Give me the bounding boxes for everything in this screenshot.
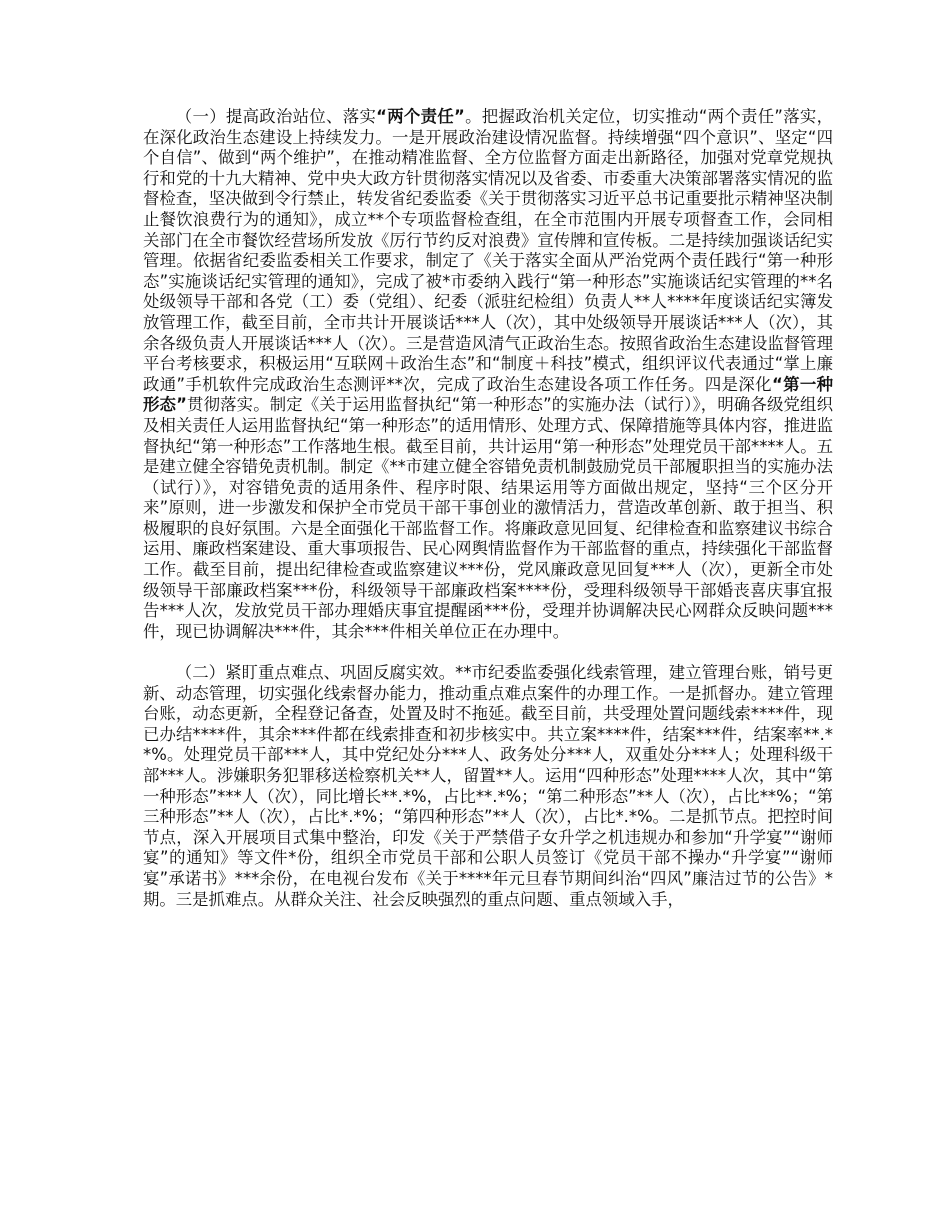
paragraph-section-1 [143, 107, 833, 642]
text-run: （一）提高政治站位、落实 [175, 107, 377, 126]
text-run-bold: “第一种形态” [143, 374, 833, 415]
text-run: 贯彻落实。制定《关于运用监督执纪“第一种形态”的实施办法（试行）》，明确各级党组织及相关责任人运用监督执纪“第一种形态”的适用情形、处理方式、保障措施等具体内容，推进监督执纪“第一种形态”工作落地生根。截至目前，共计运用“第一种形态”处理党员干部****人。五是建立健全容错免责机制。制定《**市建立健全容错免责机制鼓励党员干部履职担当的实施办法（试行）》，对容错免责的适用条件、程序时限、结果运用等方面做出规定，坚持“三个区分开来”原则，进一步激发和保护全市党员干部干事创业的激情活力，营造改革创新、敢于担当、积极履职的良好氛围。六是全面强化干部监督工作。将廉政意见回复、纪律检查和监察建议书综合运用、廉政档案建设、重大事项报告、民心网舆情监督作为干部监督的重点，持续强化干部监督工作。截至目前，提出纪律检查或监察建议***份，党风廉政意见回复***人（次），更新全市处级领导干部廉政档案***份，科级领导干部廉政档案****份，受理科级领导干部婚丧喜庆事宜报告***人次，发放党员干部办理婚庆事宜提醒函***份，受理并协调解决民心网群众反映问题***件，现已协调解决***件，其余***件相关单位正在办理中。 [143, 395, 833, 641]
document-body [143, 107, 833, 910]
text-run: 。把握政治机关定位，切实推动“两个责任”落实，在深化政治生态建设上持续发力。一是开展政治建设情况监督。持续增强“四个意识”、坚定“四个自信”、做到“两个维护”，在推动精准监督、全方位监督方面走出新路径，加强对党章党规执行和党的十九大精神、党中央大政方针贯彻落实情况以及省委、市委重大决策部署落实情况的监督检查，坚决做到令行禁止，转发省纪委监委《关于贯彻落实习近平总书记重要批示精神坚决制止餐饮浪费行为的通知》，成立**个专项监督检查组，在全市范围内开展专项督查工作，会同相关部门在全市餐饮经营场所发放《厉行节约反对浪费》宣传牌和宣传板。二是持续加强谈话纪实管理。依据省纪委监委相关工作要求，制定了《关于落实全面从严治党两个责任践行“第一种形态”实施谈话纪实管理的通知》，完成了被*市委纳入践行“第一种形态”实施谈话纪实管理的**名处级领导干部和各党（工）委（党组）、纪委（派驻纪检组）负责人**人****年度谈话纪实簿发放管理工作，截至目前，全市共计开展谈话***人（次），其中处级领导开展谈话***人（次），其余各级负责人开展谈话***人（次）。三是营造风清气正政治生态。按照省政治生态建设监督管理平台考核要求，积极运用“互联网＋政治生态”和“制度＋科技”模式，组织评议代表通过“掌上廉政通”手机软件完成政治生态测评**次，完成了政治生态建设各项工作任务。四是深化 [143, 107, 834, 394]
text-run: （二）紧盯重点难点、巩固反腐实效。**市纪委监委强化线索管理，建立管理台账，销号更新、动态管理，切实强化线索督办能力，推动重点难点案件的办理工作。一是抓督办。建立管理台账，动态更新，全程登记备查，处置及时不拖延。截至目前，共受理处置问题线索****件，现已办结****件，其余***件都在线索排查和初步核实中。共立案****件，结案***件，结案率**.**%。处理党员干部***人，其中党纪处分***人、政务处分***人，双重处分***人；处理科级干部***人。涉嫌职务犯罪移送检察机关**人，留置**人。运用“四种形态”处理****人次，其中“第一种形态”***人（次），同比增长**.*%，占比**.*%；“第二种形态”**人（次），占比**%；“第三种形态”**人（次），占比*.*%；“第四种形态”**人（次），占比*.*%。二是抓节点。把控时间节点，深入开展项目式集中整治，印发《关于严禁借子女升学之机违规办和参加“升学宴”“谢师宴”的通知》等文件*份，组织全市党员干部和公职人员签订《党员干部不操办“升学宴”“谢师宴”承诺书》***余份，在电视台发布《关于****年元旦春节期间纠治“四风”廉洁过节的公告》*期。三是抓难点。从群众关注、社会反映强烈的重点问题、重点领域入手， [143, 663, 833, 909]
paragraph-section-2 [143, 663, 833, 910]
text-run-bold: “两个责任” [376, 107, 465, 126]
